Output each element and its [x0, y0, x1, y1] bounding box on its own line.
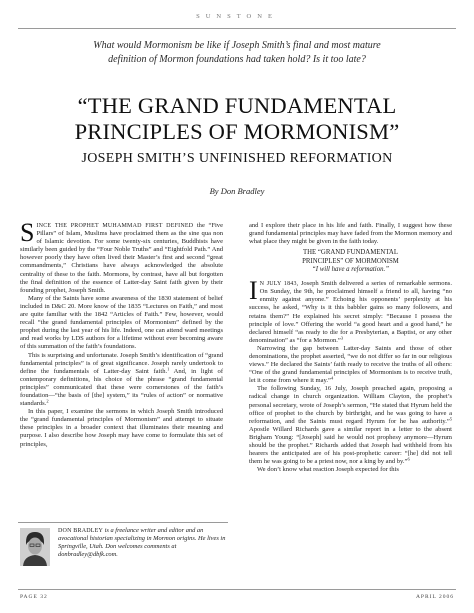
drop-cap: S	[20, 218, 35, 247]
footnote-ref[interactable]: 2	[46, 398, 49, 404]
section-heading-line: PRINCIPLES” OF MORMONISM	[302, 257, 399, 265]
paragraph-text: The following Sunday, 16 July, Joseph preached again, proposing a radical change in church organization. William Clayton, the prophet’s personal secretary, wrote of Joseph’s sermon, “He stated that Hyrum held the office of prophet to the church by birthright, and he was going to have a reformation, and the Saints must regard Hyrum for he has authority.”	[249, 385, 452, 425]
author-bio-text: is a freelance writer and editor and an avocational historian specializing in Mormon origins. He lives in Springville, Utah. Don welcomes comments at donbradley@dbfk.com.	[58, 527, 226, 559]
section-epigraph: “I will have a reformation.”	[312, 265, 389, 273]
paragraph: and I explore their place in his life and faith. Finally, I suggest how these grand fundamental principles may have faded from the Mormon memory and what place they might be given in the faith today.	[249, 222, 452, 246]
paragraph-text: This is surprising and unfortunate. Joseph Smith’s identification of “grand fundamental principles” is of great significance. Joseph rarely undertook to define the fundamentals of Latter-day Saint faith.	[20, 351, 223, 375]
paragraph: In this paper, I examine the sermons in which Joseph Smith introduced the “grand fundamental principles of Mormonism” and attempt to situate these principles in a broader context that illuminates their meaning and purpose. I also describe how Joseph may have come to formulate this set of principles,	[20, 408, 223, 448]
right-column	[249, 222, 452, 474]
paragraph	[249, 385, 452, 466]
paragraph	[249, 345, 452, 385]
article-deck: What would Mormonism be like if Joseph Smith’s final and most mature definition of Mormon foundations had taken hold? Is it too late?	[93, 40, 381, 65]
footnote-ref[interactable]: 4	[330, 375, 334, 381]
paragraph	[249, 276, 452, 345]
paragraph	[20, 352, 223, 409]
paragraph-text: Narrowing the gap between Latter-day Saints and those of other denominations, the prophet asserted, “we do not differ so far in our religious views.” He declared the Saints’ faith ready to receive the truths of all others: “One of the grand fundamental principles of Mormonism is to receive truth, let it come from where it may.”	[249, 344, 452, 385]
author-bio	[58, 527, 226, 559]
section-heading	[249, 249, 452, 274]
masthead-rule	[18, 28, 456, 29]
lead-in: N JULY 1843,	[259, 281, 299, 288]
footnote-ref[interactable]: 6	[407, 456, 410, 462]
drop-cap: I	[249, 276, 258, 306]
footnote-ref[interactable]: 3	[340, 335, 344, 341]
footnote-ref[interactable]: 5	[449, 416, 452, 422]
footnote-ref[interactable]: 1	[167, 366, 170, 372]
paragraph-text: Joseph Smith delivered a series of remarkable sermons. On Sunday, the 9th, he proclaimed himself a friend to all, having “no enmity against anyone.” Echoing his opponents’ perplexity at his success, he asked, “Why is it this babbler gains so many followers, and retains them?” He explained his secret simply: “Because I possess the principle of love.” Offering the world “a good heart and a good hand,” he declared himself “as ready to die for a Presbyterian, a Baptist, or any other denomination” as “for a Mormon.”	[249, 280, 452, 344]
paragraph-text: the “Five Pillars” of Islam, Muslims have proclaimed them as the sine qua non of Islamic devotion. For some twenty-six centuries, Buddhists have similarly been guided by the “Four Noble Truths” and “Eightfold Path.” And however poorly they have often lived their Master’s first and second “great commandments,” Christians have always acknowledged the absolute centrality of these to the faith. Mormons, by contrast, have all but forgotten the final definition of the essence of Latter-day Saint faith given by their founding prophet, Joseph Smith.	[20, 222, 223, 294]
paragraph: We don’t know what reaction Joseph expected for this	[257, 466, 399, 474]
section-heading-line: THE “GRAND FUNDAMENTAL	[303, 249, 398, 257]
footer-rule	[18, 589, 456, 590]
bio-rule	[18, 522, 228, 523]
page-number: PAGE 32	[20, 594, 48, 600]
issue-date: APRIL 2006	[415, 594, 454, 600]
author-name: DON BRADLEY	[58, 528, 104, 534]
author-portrait-icon	[20, 528, 50, 566]
article-title-line-2: PRINCIPLES OF MORMONISM”	[74, 119, 400, 144]
paragraph-text: Apostle Willard Richards gave a similar report in a letter to the absent Brigham Young: “[Joseph] said he would not prophesy anymore—Hyrum should be the prophet.” Richards added that Joseph had withheld from his hearers the anticipated are of his post-prophetic career: “[he] did not tell them he was going to be a priest now, nor a king by and by.”	[249, 425, 452, 466]
lead-in: INCE THE PROPHET MUHAMMAD FIRST DEFINED	[36, 223, 194, 229]
masthead: SUNSTONE	[196, 13, 278, 20]
paragraph	[20, 218, 223, 295]
left-column	[20, 218, 223, 449]
byline: By Don Bradley	[209, 186, 265, 196]
article-subtitle: JOSEPH SMITH’S UNFINISHED REFORMATION	[81, 151, 393, 166]
article-title-line-1: “THE GRAND FUNDAMENTAL	[77, 93, 397, 118]
paragraph: Many of the Saints have some awareness of the 1830 statement of belief included in D&C 20. More know of the 1835 “Lectures on Faith,” and most are quite familiar with the 1842 “Articles of Faith.” Few, however, would recall “the grand fundamental principles of Mormonism” defined by the prophet during the last year of his life. Indeed, one can attend ward meetings and read works by LDS authors for a lifetime without ever becoming aware of this summation of the faith’s foundations.	[20, 294, 223, 351]
paragraph-text: And, in light of contemporary definitions, his choice of the phrase “grand fundamental principles” communicated that these were cornerstones of the faith’s foundation—“the basis of [the] system,” its “rules of action” or normative standards.	[20, 367, 223, 408]
